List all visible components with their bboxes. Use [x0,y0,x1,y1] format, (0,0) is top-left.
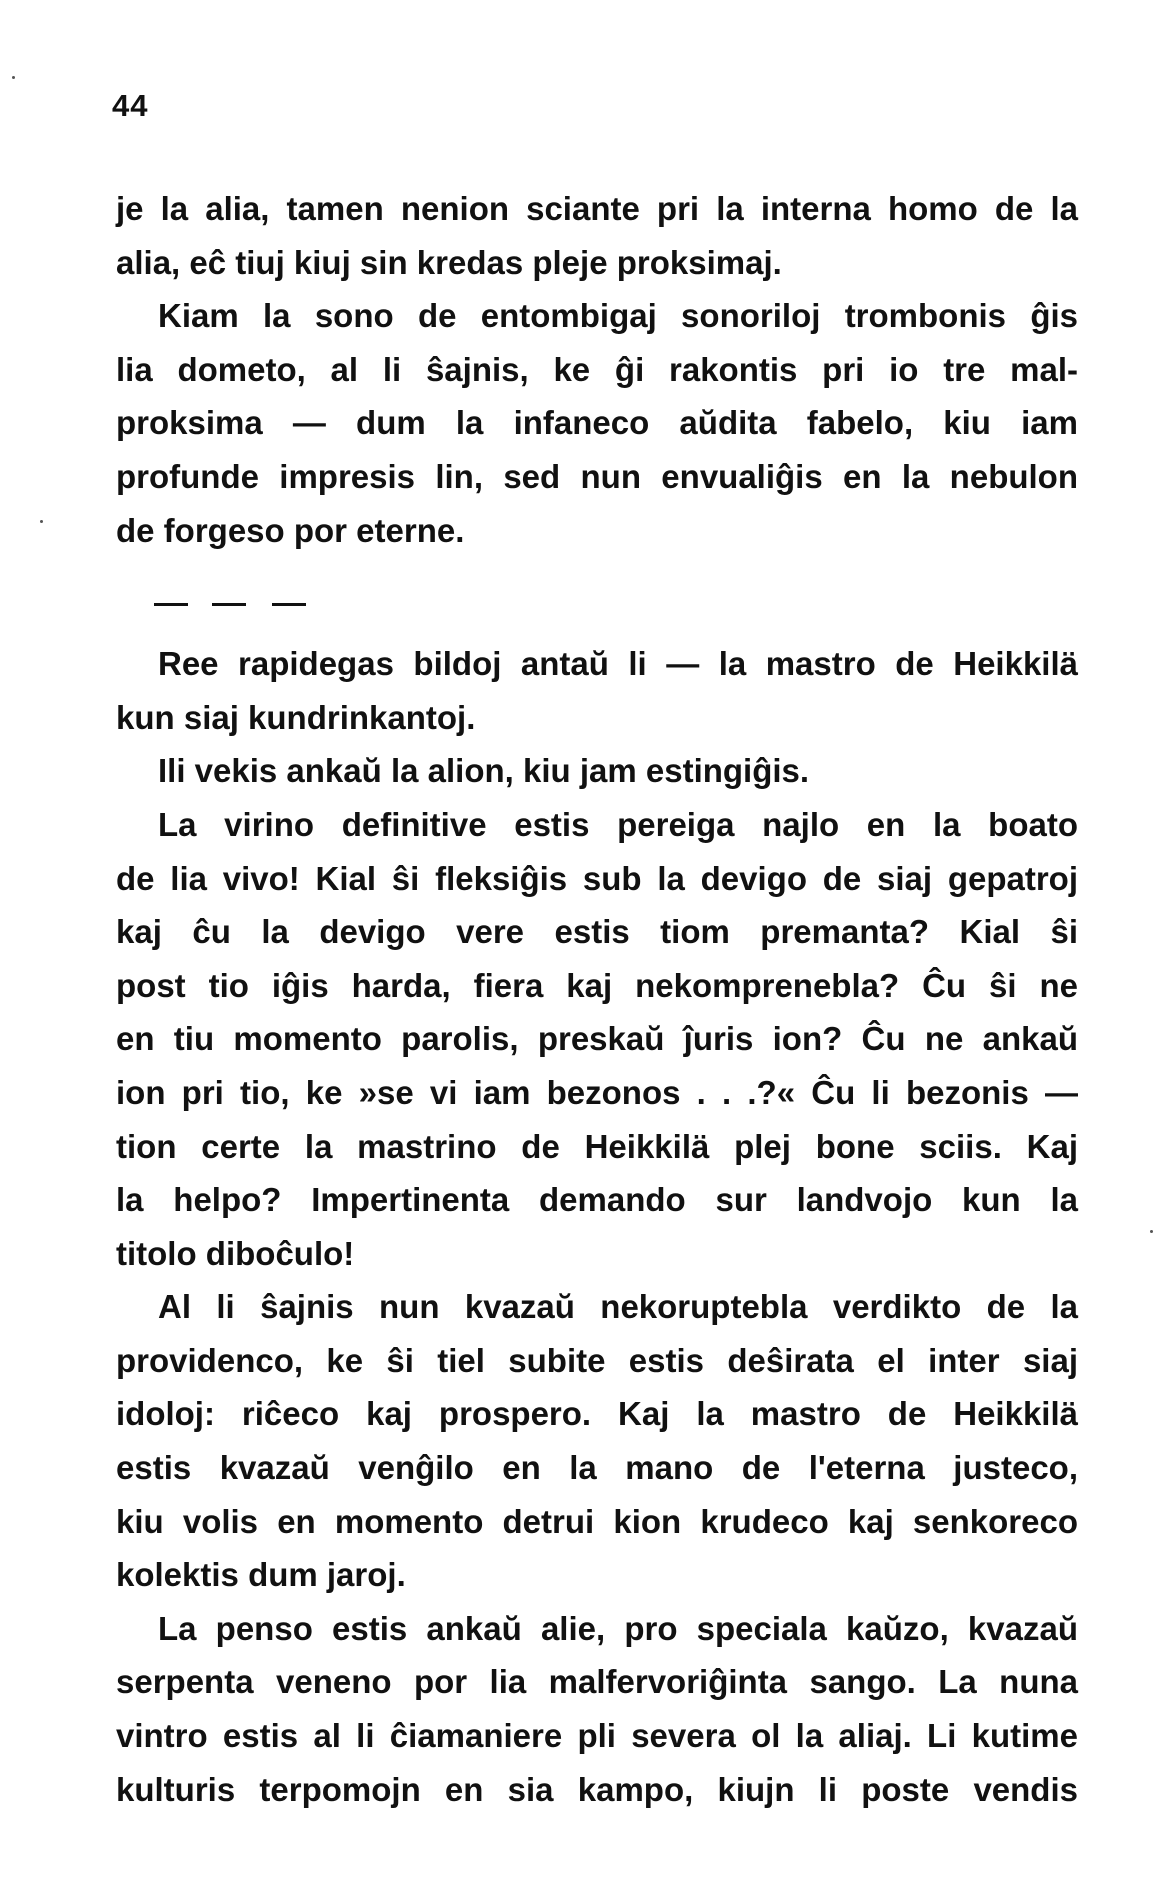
text-line: La virino definitive estis pereiga najlo en la boato [158,805,1078,843]
text-line: de lia vivo! Kial ŝi fleksiĝis sub la devigo de siaj gepatroj [116,859,1078,897]
text-line: titolo diboĉulo! [116,1234,355,1272]
text-line: profunde impresis lin, sed nun envualiĝis en la nebulon [116,457,1078,495]
scan-speck [40,520,43,523]
text-line: kun siaj kundrinkantoj. [116,698,476,736]
body-text [116,182,1078,1816]
text-line: je la alia, tamen nenion sciante pri la interna homo de la [116,190,1078,227]
text-line: kolektis dum jaroj. [116,1556,406,1594]
separator-dash [272,603,306,606]
text-line: idoloj: riĉeco kaj prospero. Kaj la mastro de Heikkilä [116,1395,1078,1433]
text-line: la helpo? Impertinenta demando sur landvojo kun la [116,1181,1078,1219]
text-line: kulturis terpomojn en sia kampo, kiujn li poste vendis [116,1770,1078,1808]
text-line: ion pri tio, ke »se vi iam bezonos . . .?« Ĉu li bezonis — [116,1073,1078,1111]
text-line: vintro estis al li ĉiamaniere pli severa ol la aliaj. Li kutime [116,1717,1078,1755]
text-line: Ree rapidegas bildoj antaŭ li — la mastro de Heikkilä [158,645,1078,683]
text-line: Kiam la sono de entombigaj sonoriloj trombonis ĝis [158,297,1078,335]
text-line: post tio iĝis harda, fiera kaj nekomprenebla? Ĉu ŝi ne [116,966,1078,1004]
text-line: lia dometo, al li ŝajnis, ke ĝi rakontis pri io tre mal- [116,350,1078,388]
text-line: serpenta veneno por lia malfervoriĝinta sango. La nuna [116,1663,1078,1701]
text-line: kaj ĉu la devigo vere estis tiom premanta? Kial ŝi [116,913,1078,951]
scan-speck [1150,1230,1153,1233]
text-line: de forgeso por eterne. [116,511,465,549]
page-number: 44 [112,88,149,123]
section-separator [116,557,1078,637]
separator-dash [154,603,188,606]
text-line: Ili vekis ankaŭ la alion, kiu jam estingiĝis. [158,752,810,790]
text-line: proksima — dum la infaneco aŭdita fabelo, kiu iam [116,404,1078,442]
text-line: La penso estis ankaŭ alie, pro speciala kaŭzo, kvazaŭ [158,1609,1078,1647]
text-line: Al li ŝajnis nun kvazaŭ nekoruptebla verdikto de la [158,1288,1078,1326]
text-line: providenco, ke ŝi tiel subite estis deŝirata el inter siaj [116,1341,1078,1379]
text-line: kiu volis en momento detrui kion krudeco kaj senkoreco [116,1502,1078,1540]
text-line: en tiu momento parolis, preskaŭ ĵuris ion? Ĉu ne ankaŭ [116,1020,1078,1058]
text-line: estis kvazaŭ venĝilo en la mano de l'eterna justeco, [116,1449,1078,1487]
text-line: alia, eĉ tiuj kiuj sin kredas pleje proksimaj. [116,243,782,281]
text-line: tion certe la mastrino de Heikkilä plej bone sciis. Kaj [116,1127,1078,1165]
separator-dash [212,603,246,606]
scan-speck [12,76,15,79]
